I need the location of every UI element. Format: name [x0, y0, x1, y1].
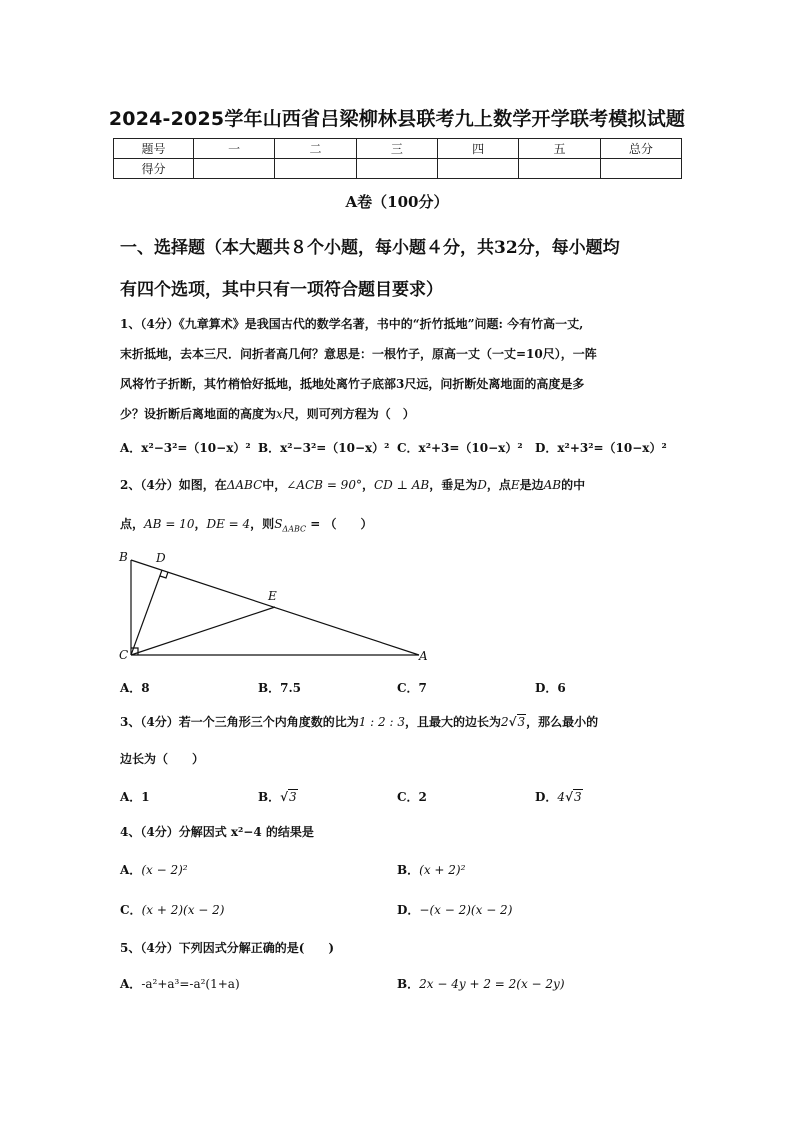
label-d: D — [156, 551, 166, 565]
score-col-5: 五 — [519, 139, 600, 159]
q2-option-b[interactable]: B．7.5 — [258, 681, 302, 695]
segment-ce — [131, 607, 275, 655]
section-heading-line1: 一、选择题（本大题共８个小题，每小题４分，共32分，每小题均 — [120, 238, 620, 258]
label-e: E — [268, 589, 277, 603]
q2-point-e: E — [510, 478, 520, 492]
q2-line1 — [120, 476, 585, 493]
score-cell[interactable] — [519, 159, 600, 179]
q5-option-b-label: B． — [397, 977, 420, 991]
q4-option-c-expr: (x + 2)(x − 2) — [141, 903, 225, 917]
q4-option-d-label: D． — [397, 903, 420, 917]
score-col-1: 一 — [194, 139, 275, 159]
q2-text-7: 的中 — [561, 478, 586, 492]
score-cell[interactable] — [356, 159, 437, 179]
q3-option-b[interactable] — [258, 788, 298, 805]
q5-option-b[interactable] — [397, 975, 565, 992]
q2-text-1: 2、（4分）如图，在 — [120, 478, 227, 492]
score-table-header-row — [114, 139, 682, 159]
q1-option-a[interactable]: A．x²−3²=（10−x）² — [120, 441, 251, 455]
q3-text-3: ，那么最小的 — [526, 715, 599, 729]
score-col-3: 三 — [356, 139, 437, 159]
q1-line2: 末折抵地，去本三尺．问折者高几何？意思是：一根竹子，原高一丈（一丈=10尺），一阵 — [120, 347, 597, 361]
q2-text-2: 中， — [262, 478, 287, 492]
document-title: 2024-2025学年山西省吕梁柳林县联考九上数学开学联考模拟试题 — [108, 108, 686, 130]
q1-line3: 风将竹子折断，其竹梢恰好抵地，抵地处离竹子底部3尺远，问折断处离地面的高度是多 — [120, 377, 585, 391]
q1-option-d[interactable]: D．x²+3²=（10−x）² — [535, 441, 667, 455]
q3-option-a[interactable]: A．1 — [120, 790, 150, 804]
q2-area-symbol: S — [274, 517, 283, 531]
sqrt-icon: √ — [508, 715, 517, 729]
label-c: C — [119, 648, 129, 662]
score-table-row — [114, 159, 682, 179]
q4-option-d-expr: −(x − 2)(x − 2) — [419, 903, 513, 917]
q2-text-3: ， — [361, 478, 374, 492]
q1-option-b[interactable]: B．x²−3²=（10−x）² — [258, 441, 390, 455]
q1-line1: 1、（4分）《九章算术》是我国古代的数学名著，书中的“折竹抵地”问题: 今有竹高一丈, — [120, 317, 584, 331]
q2-text-6: 是边 — [519, 478, 544, 492]
score-table — [113, 138, 682, 179]
q2-triangle-figure — [110, 545, 440, 665]
q4-option-b[interactable] — [397, 861, 465, 878]
q2-ab-value: AB = 10 — [144, 517, 195, 531]
q5-option-a-label: A． — [120, 977, 142, 991]
label-a: A — [419, 649, 428, 663]
q1-line4 — [120, 405, 415, 422]
label-b: B — [119, 550, 128, 564]
q2-perp: CD ⊥ AB — [373, 478, 430, 492]
sqrt-icon: √ — [280, 790, 289, 804]
q4-option-a-expr: (x − 2)² — [141, 863, 188, 877]
q2-area-subscript: ΔABC — [282, 524, 307, 534]
q3-line1 — [120, 713, 598, 730]
q4-option-a[interactable] — [120, 861, 188, 878]
segment-cd — [131, 570, 162, 655]
volume-heading: A卷（100分） — [345, 193, 449, 211]
q5-option-b-expr: 2x − 4y + 2 = 2(x − 2y) — [419, 977, 565, 991]
q5-line1: 5、（4分）下列因式分解正确的是( ) — [120, 941, 335, 955]
q3-text-2: ，且最大的边长为 — [404, 715, 501, 729]
score-col-4: 四 — [437, 139, 518, 159]
q2-text-10: ，则 — [250, 517, 275, 531]
q4-option-b-expr: (x + 2)² — [419, 863, 466, 877]
q3-text-1: 3、（4分）若一个三角形三个内角度数的比为 — [120, 715, 359, 729]
q2-text-9: ， — [194, 517, 207, 531]
q4-option-a-label: A． — [120, 863, 142, 877]
q3-line2: 边长为（ ） — [120, 752, 205, 766]
q2-de-value: DE = 4 — [206, 517, 251, 531]
q2-triangle: ΔABC — [226, 478, 263, 492]
q3-option-b-radicand: 3 — [289, 790, 297, 804]
q3-radicand: 3 — [517, 715, 526, 729]
q2-text-11: = （ ） — [306, 517, 373, 531]
section-heading-line2: 有四个选项，其中只有一项符合题目要求） — [120, 280, 443, 300]
q3-option-d[interactable] — [535, 788, 583, 805]
q4-line1: 4、（4分）分解因式 x²−4 的结果是 — [120, 825, 314, 839]
q2-line2 — [120, 515, 373, 533]
q3-option-d-radicand: 3 — [573, 790, 582, 804]
score-row-label: 得分 — [114, 159, 194, 179]
score-col-total: 总分 — [600, 139, 681, 159]
q2-option-a[interactable]: A．8 — [120, 681, 150, 695]
q3-option-d-coef: 4 — [557, 790, 566, 804]
q2-point-d: D — [477, 478, 487, 492]
sqrt-icon: √ — [565, 790, 573, 804]
q2-text-8: 点， — [120, 517, 145, 531]
q3-coef: 2 — [500, 715, 509, 729]
q3-option-b-label: B． — [258, 790, 281, 804]
q1-option-c[interactable]: C．x²+3=（10−x）² — [397, 441, 523, 455]
q3-option-c[interactable]: C．2 — [397, 790, 427, 804]
score-col-2: 二 — [275, 139, 356, 159]
q2-text-5: ，点 — [486, 478, 511, 492]
score-cell[interactable] — [437, 159, 518, 179]
q2-option-d[interactable]: D．6 — [535, 681, 566, 695]
q3-option-d-label: D． — [535, 790, 558, 804]
score-cell[interactable] — [275, 159, 356, 179]
score-cell[interactable] — [194, 159, 275, 179]
q4-option-d[interactable] — [397, 901, 512, 918]
q3-ratio: 1 : 2 : 3 — [358, 715, 405, 729]
q5-option-a[interactable] — [120, 975, 240, 992]
score-header-label: 题号 — [114, 139, 194, 159]
q5-option-a-expr: -a²+a³=-a²(1+a) — [141, 977, 240, 991]
q4-option-b-label: B． — [397, 863, 420, 877]
q4-option-c-label: C． — [120, 903, 142, 917]
q2-option-c[interactable]: C．7 — [397, 681, 427, 695]
q2-angle: ∠ACB = 90° — [286, 478, 362, 492]
q1-var: x — [276, 407, 283, 421]
q1-line4-tail: 尺，则可列方程为（ ） — [282, 407, 415, 421]
score-cell[interactable] — [600, 159, 681, 179]
q2-text-4: ，垂足为 — [429, 478, 478, 492]
q1-line4-text: 少？设折断后离地面的高度为 — [120, 407, 277, 421]
q2-segment-ab: AB — [543, 478, 562, 492]
q4-option-c[interactable] — [120, 901, 224, 918]
